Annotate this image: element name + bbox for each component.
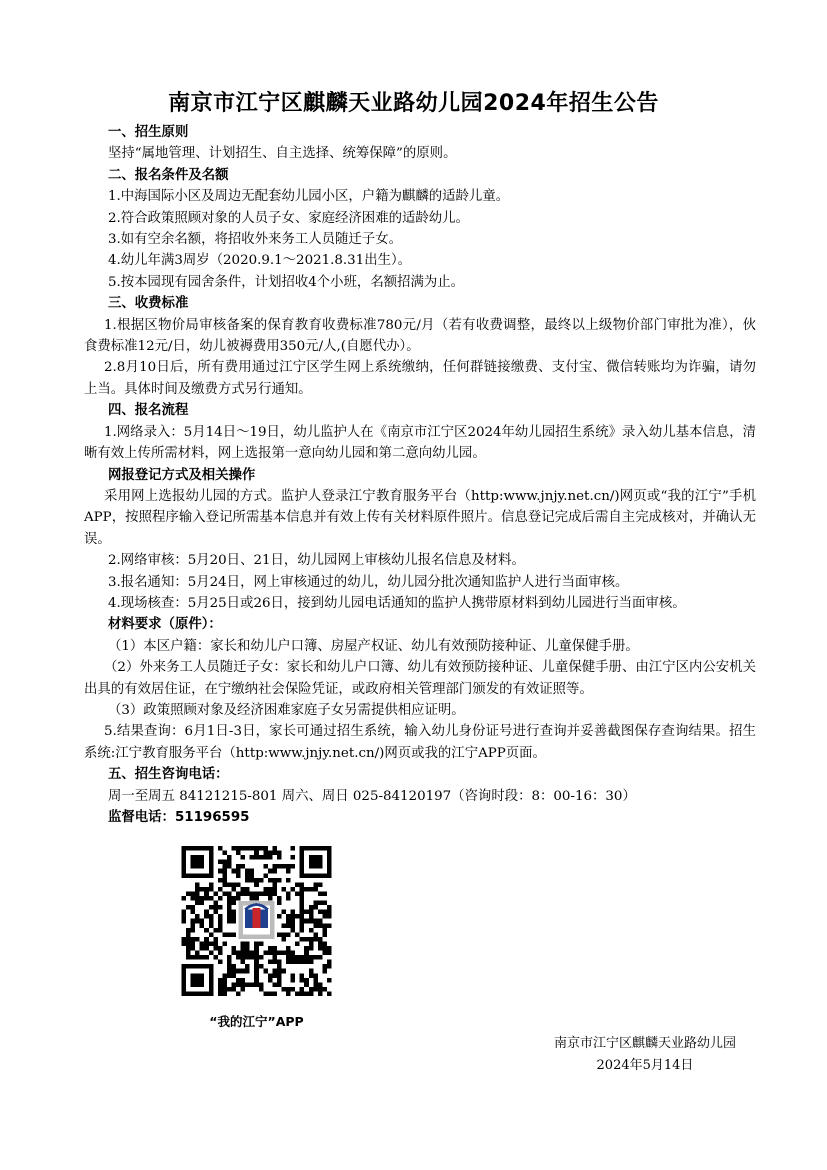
condition-item: 4.幼儿年满3周岁（2020.9.1～2021.8.31出生）。 (108, 253, 412, 269)
process-item: 2.网络审核：5月20日、21日，幼儿园网上审核幼儿报名信息及材料。 (108, 553, 525, 569)
process-item: 4.现场核查：5月25日或26日，接到幼儿园电话通知的监护人携带原材料到幼儿园进行当面审核。 (108, 595, 686, 611)
fee-item: 1.根据区物价局审核备案的保育教育收费标准780元/月（若有收费调整，最终以上级物价部门审批为准），伙食费标准12元/日，幼儿被褥费用350元/人,(自愿代办）。 (84, 317, 756, 355)
signature-date: 2024年5月14日 (596, 1058, 694, 1073)
signature-org: 南京市江宁区麒麟天业路幼儿园 (553, 1036, 736, 1051)
page-title: 南京市江宁区麒麟天业路幼儿园2024年招生公告 (168, 91, 659, 116)
supervise-phone: 监督电话：51196595 (108, 810, 250, 825)
announcement-body (84, 122, 756, 828)
online-registration-text: 采用网上选报幼儿园的方式。监护人登录江宁教育服务平台（http:www.jnjy.net.cn/)网页或“我的江宁”手机APP，按照程序输入登记所需基本信息并有效上传有关材料原件照片。信息登记完成后需自主完成核对，并确认无误。 (84, 488, 756, 547)
section-heading-conditions: 二、报名条件及名额 (108, 167, 229, 183)
condition-item: 5.按本园现有园舍条件，计划招收4个小班，名额招满为止。 (108, 274, 465, 290)
material-item: （2）外来务工人员随迁子女：家长和幼儿户口簿、幼儿有效预防接种证、儿童保健手册、由江宁区内公安机关出具的有效居住证，在宁缴纳社会保险凭证，或政府相关管理部门颁发的有效证照等。 (84, 660, 756, 697)
condition-item: 2.符合政策照顾对象的人员子女、家庭经济困难的适龄幼儿。 (108, 210, 469, 226)
condition-item: 3.如有空余名额，将招收外来务工人员随迁子女。 (108, 232, 402, 248)
process-item: 1.网络录入：5月14日～19日，幼儿监护人在《南京市江宁区2024年幼儿园招生系统》录入幼儿基本信息，清晰有效上传所需材料，网上选报第一意向幼儿园和第二意向幼儿园。 (84, 424, 756, 462)
condition-item: 1.中海国际小区及周边无配套幼儿园小区，户籍为麒麟的适龄儿童。 (108, 189, 510, 205)
materials-heading: 材料要求（原件）： (108, 617, 222, 633)
online-registration-heading: 网报登记方式及相关操作 (108, 467, 256, 483)
process-item: 5.结果查询：6月1日-3日，家长可通过招生系统，输入幼儿身份证号进行查询并妥善截图保存查询结果。招生系统:江宁教育服务平台（http:www.jnjy.net.cn/)网页或我的江宁APP页面。 (84, 724, 756, 761)
section-heading-contact: 五、招生咨询电话： (108, 767, 229, 783)
process-item: 3.报名通知：5月24日，网上审核通过的幼儿，幼儿园分批次通知监护人进行当面审核。 (108, 574, 629, 590)
qr-code-image (180, 846, 333, 996)
section-heading-principle: 一、招生原则 (108, 125, 189, 140)
qr-caption: “我的江宁”APP (209, 1014, 304, 1029)
section-heading-fees: 三、收费标准 (108, 296, 189, 312)
material-item: （3）政策照顾对象及经济困难家庭子女另需提供相应证明。 (108, 702, 465, 718)
material-item: （1）本区户籍：家长和幼儿户口簿、房屋产权证、幼儿有效预防接种证、儿童保健手册。 (108, 638, 639, 654)
fee-item: 2.8月10日后，所有费用通过江宁区学生网上系统缴纳，任何群链接缴费、支付宝、微信转账均为诈骗，请勿上当。具体时间及缴费方式另行通知。 (84, 360, 756, 397)
principle-text: 坚持“属地管理、计划招生、自主选择、统筹保障”的原则。 (108, 146, 457, 162)
contact-phones: 周一至周五 84121215-801 周六、周日 025-84120197（咨询时段：8：00-16：30） (108, 788, 636, 804)
signature-block (554, 1033, 736, 1077)
section-heading-process: 四、报名流程 (108, 403, 189, 419)
